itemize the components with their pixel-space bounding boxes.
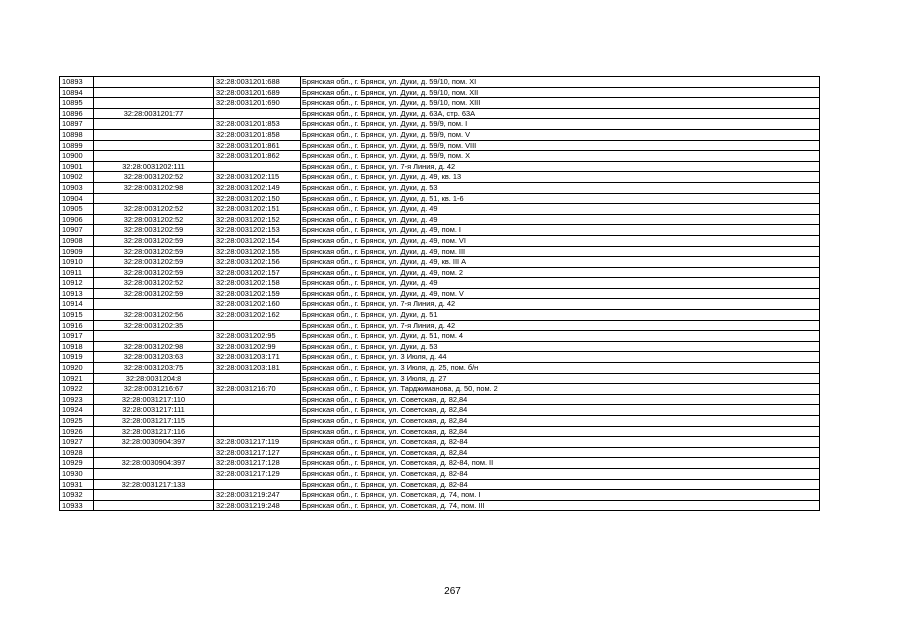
cadastral-number-cell: 32:28:0031201:77	[94, 108, 214, 119]
sub-object-number-cell: 32:28:0031202:154	[214, 235, 301, 246]
table-row	[60, 384, 820, 395]
address-cell: Брянская обл., г. Брянск, ул. Советская, д. 74, пом. III	[301, 500, 820, 511]
address-cell: Брянская обл., г. Брянск, ул. Дуки, д. 49	[301, 278, 820, 289]
table-row	[60, 172, 820, 183]
row-number-cell: 10918	[60, 341, 94, 352]
row-number-cell: 10931	[60, 479, 94, 490]
sub-object-number-cell: 32:28:0031202:162	[214, 310, 301, 321]
row-number-cell: 10895	[60, 98, 94, 109]
address-cell: Брянская обл., г. Брянск, ул. Советская, д. 82-84	[301, 437, 820, 448]
sub-object-number-cell: 32:28:0031201:689	[214, 87, 301, 98]
row-number-cell: 10909	[60, 246, 94, 257]
address-cell: Брянская обл., г. Брянск, ул. 3 Июля, д. 27	[301, 373, 820, 384]
cadastral-number-cell: 32:28:0030904:397	[94, 437, 214, 448]
table-row	[60, 225, 820, 236]
sub-object-number-cell: 32:28:0031201:862	[214, 151, 301, 162]
row-number-cell: 10905	[60, 204, 94, 215]
sub-object-number-cell	[214, 416, 301, 427]
cadastral-number-cell: 32:28:0031202:59	[94, 235, 214, 246]
table-row	[60, 341, 820, 352]
table-row	[60, 447, 820, 458]
table-row	[60, 129, 820, 140]
address-cell: Брянская обл., г. Брянск, ул. Советская, д. 82,84	[301, 394, 820, 405]
cadastral-number-cell: 32:28:0031217:133	[94, 479, 214, 490]
cadastral-number-cell: 32:28:0031204:8	[94, 373, 214, 384]
address-cell: Брянская обл., г. Брянск, ул. Советская, д. 82-84	[301, 468, 820, 479]
sub-object-number-cell: 32:28:0031202:115	[214, 172, 301, 183]
sub-object-number-cell	[214, 373, 301, 384]
cadastral-number-cell: 32:28:0031217:116	[94, 426, 214, 437]
cadastral-number-cell	[94, 77, 214, 88]
sub-object-number-cell: 32:28:0031202:151	[214, 204, 301, 215]
sub-object-number-cell: 32:28:0031216:70	[214, 384, 301, 395]
sub-object-number-cell: 32:28:0031201:690	[214, 98, 301, 109]
address-cell: Брянская обл., г. Брянск, ул. Дуки, д. 59/10, пом. XII	[301, 87, 820, 98]
sub-object-number-cell: 32:28:0031203:181	[214, 363, 301, 374]
cadastral-number-cell: 32:28:0031202:98	[94, 341, 214, 352]
row-number-cell: 10894	[60, 87, 94, 98]
table-row	[60, 416, 820, 427]
cadastral-number-cell	[94, 490, 214, 501]
row-number-cell: 10924	[60, 405, 94, 416]
table-row	[60, 193, 820, 204]
table-row	[60, 394, 820, 405]
sub-object-number-cell: 32:28:0031202:157	[214, 267, 301, 278]
address-cell: Брянская обл., г. Брянск, ул. Дуки, д. 51, кв. 1-6	[301, 193, 820, 204]
row-number-cell: 10906	[60, 214, 94, 225]
address-cell: Брянская обл., г. Брянск, ул. Дуки, д. 51, пом. 4	[301, 331, 820, 342]
table-row	[60, 235, 820, 246]
address-cell: Брянская обл., г. Брянск, ул. 7-я Линия, д. 42	[301, 320, 820, 331]
address-cell: Брянская обл., г. Брянск, ул. Дуки, д. 59/10, пом. XIII	[301, 98, 820, 109]
cadastral-number-cell: 32:28:0031216:67	[94, 384, 214, 395]
cadastral-number-cell: 32:28:0031203:75	[94, 363, 214, 374]
address-cell: Брянская обл., г. Брянск, ул. Дуки, д. 49, пом. 2	[301, 267, 820, 278]
table-row	[60, 140, 820, 151]
sub-object-number-cell: 32:28:0031202:160	[214, 299, 301, 310]
cadastral-number-cell	[94, 331, 214, 342]
address-cell: Брянская обл., г. Брянск, ул. Дуки, д. 49, пом. V	[301, 288, 820, 299]
sub-object-number-cell	[214, 479, 301, 490]
row-number-cell: 10919	[60, 352, 94, 363]
sub-object-number-cell: 32:28:0031219:248	[214, 500, 301, 511]
cadastral-number-cell: 32:28:0031202:35	[94, 320, 214, 331]
address-cell: Брянская обл., г. Брянск, ул. Дуки, д. 59/10, пом. XI	[301, 77, 820, 88]
sub-object-number-cell: 32:28:0031201:858	[214, 129, 301, 140]
table-row	[60, 77, 820, 88]
table-row	[60, 458, 820, 469]
cadastral-number-cell: 32:28:0031217:115	[94, 416, 214, 427]
address-cell: Брянская обл., г. Брянск, ул. Дуки, д. 49, кв. III А	[301, 257, 820, 268]
sub-object-number-cell	[214, 394, 301, 405]
row-number-cell: 10897	[60, 119, 94, 130]
row-number-cell: 10912	[60, 278, 94, 289]
address-cell: Брянская обл., г. Брянск, ул. Советская, д. 82,84	[301, 416, 820, 427]
table-row	[60, 320, 820, 331]
address-cell: Брянская обл., г. Брянск, ул. Тарджиманова, д. 50, пом. 2	[301, 384, 820, 395]
row-number-cell: 10928	[60, 447, 94, 458]
table-row	[60, 278, 820, 289]
table-row	[60, 437, 820, 448]
row-number-cell: 10916	[60, 320, 94, 331]
table-row	[60, 373, 820, 384]
address-cell: Брянская обл., г. Брянск, ул. 3 Июля, д. 25, пом. б/н	[301, 363, 820, 374]
table-row	[60, 426, 820, 437]
address-cell: Брянская обл., г. Брянск, ул. Дуки, д. 59/9, пом. VIII	[301, 140, 820, 151]
cadastral-number-cell: 32:28:0030904:397	[94, 458, 214, 469]
table-row	[60, 299, 820, 310]
cadastral-number-cell: 32:28:0031217:111	[94, 405, 214, 416]
row-number-cell: 10900	[60, 151, 94, 162]
table-row	[60, 161, 820, 172]
table-row	[60, 87, 820, 98]
cadastral-number-cell: 32:28:0031202:59	[94, 225, 214, 236]
table-row	[60, 288, 820, 299]
cadastral-number-cell: 32:28:0031202:59	[94, 267, 214, 278]
row-number-cell: 10908	[60, 235, 94, 246]
cadastral-number-cell: 32:28:0031217:110	[94, 394, 214, 405]
table-row	[60, 267, 820, 278]
address-cell: Брянская обл., г. Брянск, ул. Советская, д. 82,84	[301, 405, 820, 416]
row-number-cell: 10907	[60, 225, 94, 236]
cadastral-number-cell	[94, 447, 214, 458]
row-number-cell: 10899	[60, 140, 94, 151]
cadastral-number-cell: 32:28:0031202:56	[94, 310, 214, 321]
page-number: 267	[444, 586, 461, 597]
row-number-cell: 10902	[60, 172, 94, 183]
address-cell: Брянская обл., г. Брянск, ул. Дуки, д. 53	[301, 182, 820, 193]
sub-object-number-cell	[214, 108, 301, 119]
address-cell: Брянская обл., г. Брянск, ул. Дуки, д. 49, пом. VI	[301, 235, 820, 246]
cadastral-number-cell	[94, 500, 214, 511]
sub-object-number-cell: 32:28:0031202:152	[214, 214, 301, 225]
sub-object-number-cell: 32:28:0031202:155	[214, 246, 301, 257]
row-number-cell: 10893	[60, 77, 94, 88]
row-number-cell: 10910	[60, 257, 94, 268]
cadastral-number-cell	[94, 468, 214, 479]
sub-object-number-cell: 32:28:0031217:127	[214, 447, 301, 458]
table-row	[60, 214, 820, 225]
row-number-cell: 10913	[60, 288, 94, 299]
row-number-cell: 10903	[60, 182, 94, 193]
sub-object-number-cell: 32:28:0031202:159	[214, 288, 301, 299]
row-number-cell: 10923	[60, 394, 94, 405]
sub-object-number-cell: 32:28:0031201:688	[214, 77, 301, 88]
row-number-cell: 10926	[60, 426, 94, 437]
table-row	[60, 98, 820, 109]
cadastral-number-cell: 32:28:0031202:52	[94, 278, 214, 289]
sub-object-number-cell: 32:28:0031201:861	[214, 140, 301, 151]
cadastral-number-cell	[94, 87, 214, 98]
table-row	[60, 246, 820, 257]
address-cell: Брянская обл., г. Брянск, ул. Советская, д. 82,84	[301, 426, 820, 437]
sub-object-number-cell: 32:28:0031202:153	[214, 225, 301, 236]
address-cell: Брянская обл., г. Брянск, ул. Советская, д. 82,84	[301, 447, 820, 458]
sub-object-number-cell	[214, 426, 301, 437]
row-number-cell: 10933	[60, 500, 94, 511]
row-number-cell: 10914	[60, 299, 94, 310]
table-row	[60, 363, 820, 374]
sub-object-number-cell	[214, 320, 301, 331]
address-cell: Брянская обл., г. Брянск, ул. Дуки, д. 49, пом. III	[301, 246, 820, 257]
sub-object-number-cell: 32:28:0031202:99	[214, 341, 301, 352]
cadastral-number-cell	[94, 151, 214, 162]
address-cell: Брянская обл., г. Брянск, ул. Дуки, д. 63А, стр. 63А	[301, 108, 820, 119]
cadastral-number-cell	[94, 129, 214, 140]
table-row	[60, 352, 820, 363]
cadastral-number-cell: 32:28:0031202:111	[94, 161, 214, 172]
sub-object-number-cell: 32:28:0031202:158	[214, 278, 301, 289]
address-cell: Брянская обл., г. Брянск, ул. 7-я Линия, д. 42	[301, 161, 820, 172]
registry-table-body	[60, 77, 820, 511]
address-cell: Брянская обл., г. Брянск, ул. 7-я Линия, д. 42	[301, 299, 820, 310]
sub-object-number-cell: 32:28:0031219:247	[214, 490, 301, 501]
address-cell: Брянская обл., г. Брянск, ул. Дуки, д. 49	[301, 214, 820, 225]
table-row	[60, 468, 820, 479]
row-number-cell: 10901	[60, 161, 94, 172]
row-number-cell: 10904	[60, 193, 94, 204]
sub-object-number-cell: 32:28:0031202:150	[214, 193, 301, 204]
table-row	[60, 405, 820, 416]
cadastral-number-cell: 32:28:0031202:59	[94, 257, 214, 268]
table-row	[60, 204, 820, 215]
address-cell: Брянская обл., г. Брянск, ул. Советская, д. 82-84, пом. II	[301, 458, 820, 469]
row-number-cell: 10920	[60, 363, 94, 374]
row-number-cell: 10917	[60, 331, 94, 342]
cadastral-number-cell	[94, 98, 214, 109]
sub-object-number-cell	[214, 405, 301, 416]
sub-object-number-cell: 32:28:0031217:128	[214, 458, 301, 469]
address-cell: Брянская обл., г. Брянск, ул. Дуки, д. 53	[301, 341, 820, 352]
address-cell: Брянская обл., г. Брянск, ул. Дуки, д. 59/9, пом. X	[301, 151, 820, 162]
table-row	[60, 108, 820, 119]
row-number-cell: 10927	[60, 437, 94, 448]
cadastral-number-cell	[94, 193, 214, 204]
table-row	[60, 119, 820, 130]
row-number-cell: 10922	[60, 384, 94, 395]
cadastral-number-cell: 32:28:0031202:52	[94, 204, 214, 215]
address-cell: Брянская обл., г. Брянск, ул. Дуки, д. 59/9, пом. I	[301, 119, 820, 130]
table-row	[60, 182, 820, 193]
row-number-cell: 10915	[60, 310, 94, 321]
table-row	[60, 151, 820, 162]
cadastral-number-cell: 32:28:0031202:59	[94, 246, 214, 257]
table-row	[60, 257, 820, 268]
row-number-cell: 10911	[60, 267, 94, 278]
cadastral-number-cell: 32:28:0031202:59	[94, 288, 214, 299]
address-cell: Брянская обл., г. Брянск, ул. Дуки, д. 49, кв. 13	[301, 172, 820, 183]
row-number-cell: 10896	[60, 108, 94, 119]
cadastral-number-cell	[94, 299, 214, 310]
row-number-cell: 10932	[60, 490, 94, 501]
sub-object-number-cell: 32:28:0031217:119	[214, 437, 301, 448]
address-cell: Брянская обл., г. Брянск, ул. Советская, д. 74, пом. I	[301, 490, 820, 501]
sub-object-number-cell	[214, 161, 301, 172]
address-cell: Брянская обл., г. Брянск, ул. Дуки, д. 59/9, пом. V	[301, 129, 820, 140]
row-number-cell: 10921	[60, 373, 94, 384]
row-number-cell: 10925	[60, 416, 94, 427]
cadastral-number-cell: 32:28:0031202:52	[94, 172, 214, 183]
sub-object-number-cell: 32:28:0031202:95	[214, 331, 301, 342]
cadastral-number-cell: 32:28:0031202:98	[94, 182, 214, 193]
cadastral-number-cell: 32:28:0031202:52	[94, 214, 214, 225]
address-cell: Брянская обл., г. Брянск, ул. Дуки, д. 51	[301, 310, 820, 321]
row-number-cell: 10929	[60, 458, 94, 469]
cadastral-number-cell	[94, 119, 214, 130]
address-cell: Брянская обл., г. Брянск, ул. Советская, д. 82-84	[301, 479, 820, 490]
table-row	[60, 479, 820, 490]
table-row	[60, 331, 820, 342]
address-cell: Брянская обл., г. Брянск, ул. 3 Июля, д. 44	[301, 352, 820, 363]
address-cell: Брянская обл., г. Брянск, ул. Дуки, д. 49, пом. I	[301, 225, 820, 236]
row-number-cell: 10898	[60, 129, 94, 140]
sub-object-number-cell: 32:28:0031203:171	[214, 352, 301, 363]
table-row	[60, 490, 820, 501]
sub-object-number-cell: 32:28:0031202:156	[214, 257, 301, 268]
row-number-cell: 10930	[60, 468, 94, 479]
sub-object-number-cell: 32:28:0031202:149	[214, 182, 301, 193]
sub-object-number-cell: 32:28:0031217:129	[214, 468, 301, 479]
sub-object-number-cell: 32:28:0031201:853	[214, 119, 301, 130]
registry-table	[59, 76, 820, 511]
cadastral-number-cell	[94, 140, 214, 151]
cadastral-number-cell: 32:28:0031203:63	[94, 352, 214, 363]
address-cell: Брянская обл., г. Брянск, ул. Дуки, д. 49	[301, 204, 820, 215]
table-row	[60, 500, 820, 511]
table-row	[60, 310, 820, 321]
